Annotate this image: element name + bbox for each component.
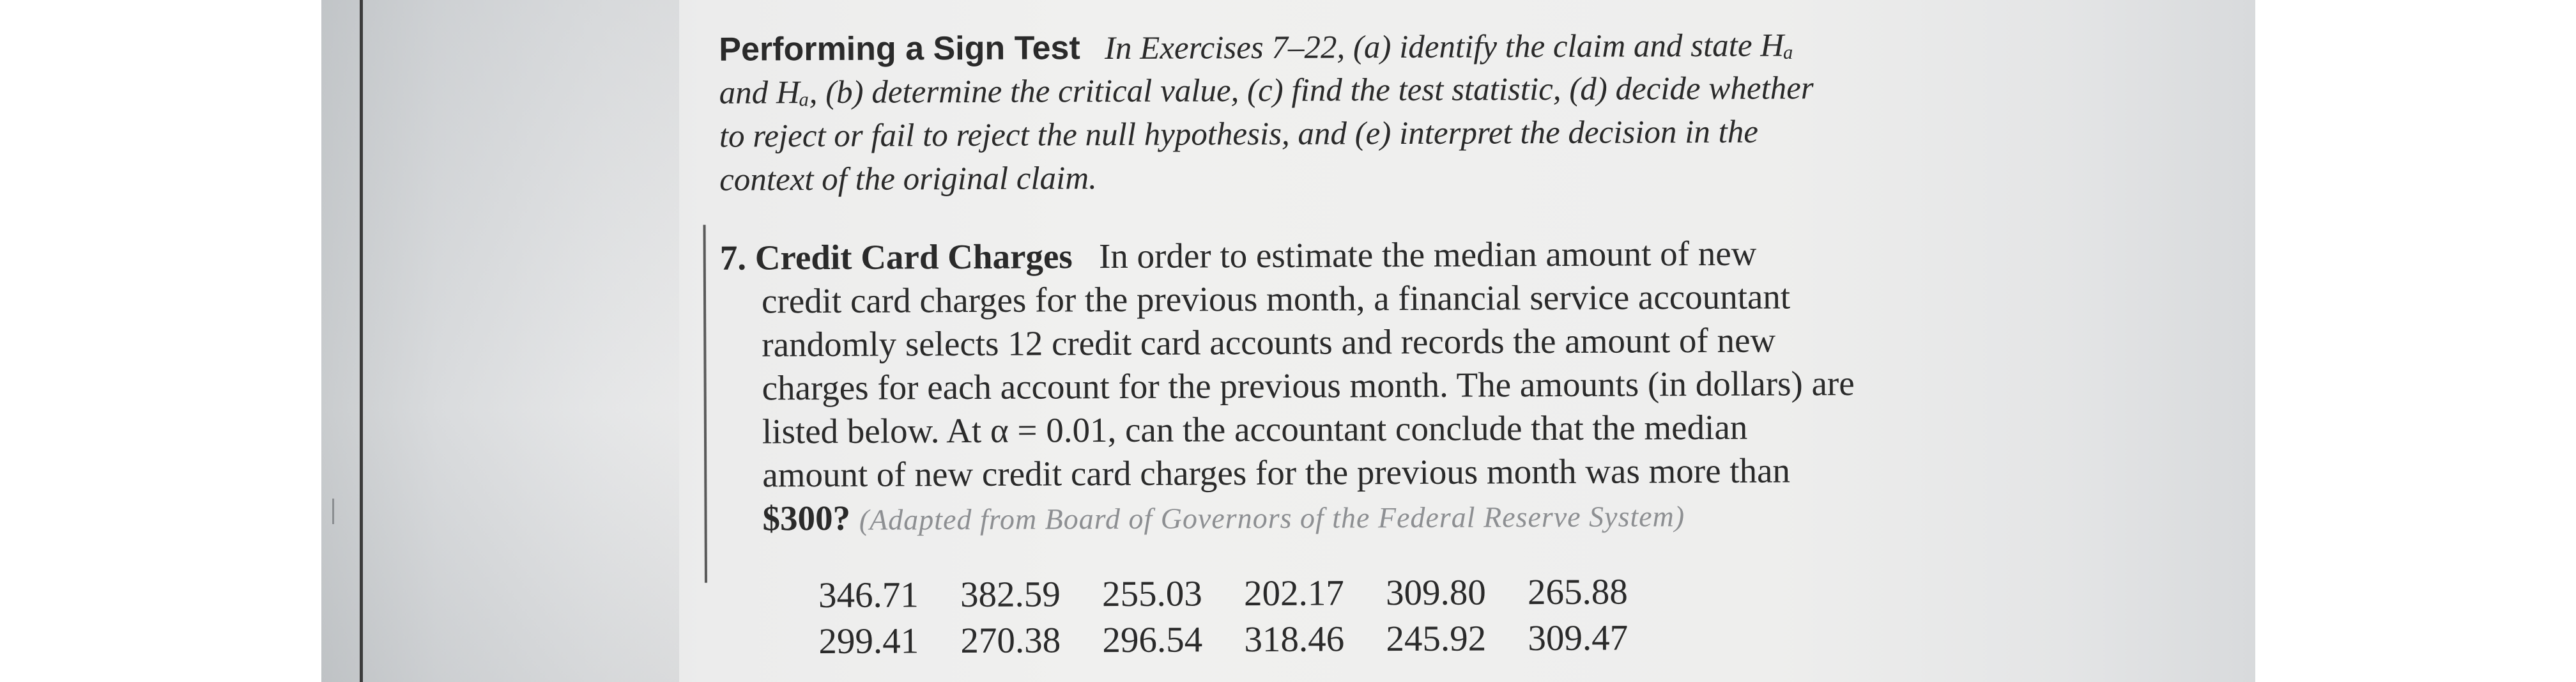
data-value: 318.46 [1244,619,1345,660]
data-value: 382.59 [960,574,1061,616]
data-value: 309.80 [1385,572,1486,614]
intro-line-3: to reject or fail to reject the null hypothesis, and (e) interpret the decision in the [719,114,1759,155]
data-value: 270.38 [960,620,1061,662]
intro-line-1 [719,26,1793,69]
exercise-line-6: amount of new credit card charges for the previous month was more than [762,451,1791,495]
shadow-overlay [321,0,679,682]
exercise-line-3: randomly selects 12 credit card accounts and records the amount of new [762,320,1776,364]
exercise-line-1 [720,233,1757,279]
exercise-title: Credit Card Charges [755,236,1073,277]
exercise-line-7 [762,494,1685,541]
source-citation: (Adapted from Board of Governors of the Federal Reserve System) [859,500,1685,536]
intro-line-2: and Hₐ, (b) determine the critical value, (c) find the test statistic, (d) decide whether [719,70,1814,111]
exercise-line-5: listed below. At α = 0.01, can the accountant conclude that the median [762,407,1748,451]
exercise-question: $300? [762,498,851,538]
data-row-2 [818,617,1669,662]
data-value: 309.47 [1528,617,1629,659]
intro-line-4: context of the original claim. [719,160,1097,198]
edge-mark [332,499,334,524]
exercise-text-1: In order to estimate the median amount of new [1098,233,1757,276]
data-value: 245.92 [1386,618,1487,660]
intro-text-1: In Exercises 7–22, (a) identify the claim and state Hₐ [1104,27,1794,67]
data-value: 346.71 [818,575,919,616]
data-value: 299.41 [818,621,919,662]
data-row-1 [818,571,1669,616]
data-value: 296.54 [1102,619,1203,661]
exercise-line-4: charges for each account for the previous month. The amounts (in dollars) are [762,363,1855,408]
data-value: 265.88 [1527,571,1628,613]
margin-bar [703,225,707,583]
exercise-line-2: credit card charges for the previous month, a financial service accountant [761,277,1791,321]
exercise-number: 7. [719,238,747,277]
section-heading: Performing a Sign Test [719,29,1080,68]
page-edge-line [360,0,363,682]
textbook-page [674,0,2147,682]
data-value: 255.03 [1101,573,1202,615]
data-value: 202.17 [1243,573,1344,614]
